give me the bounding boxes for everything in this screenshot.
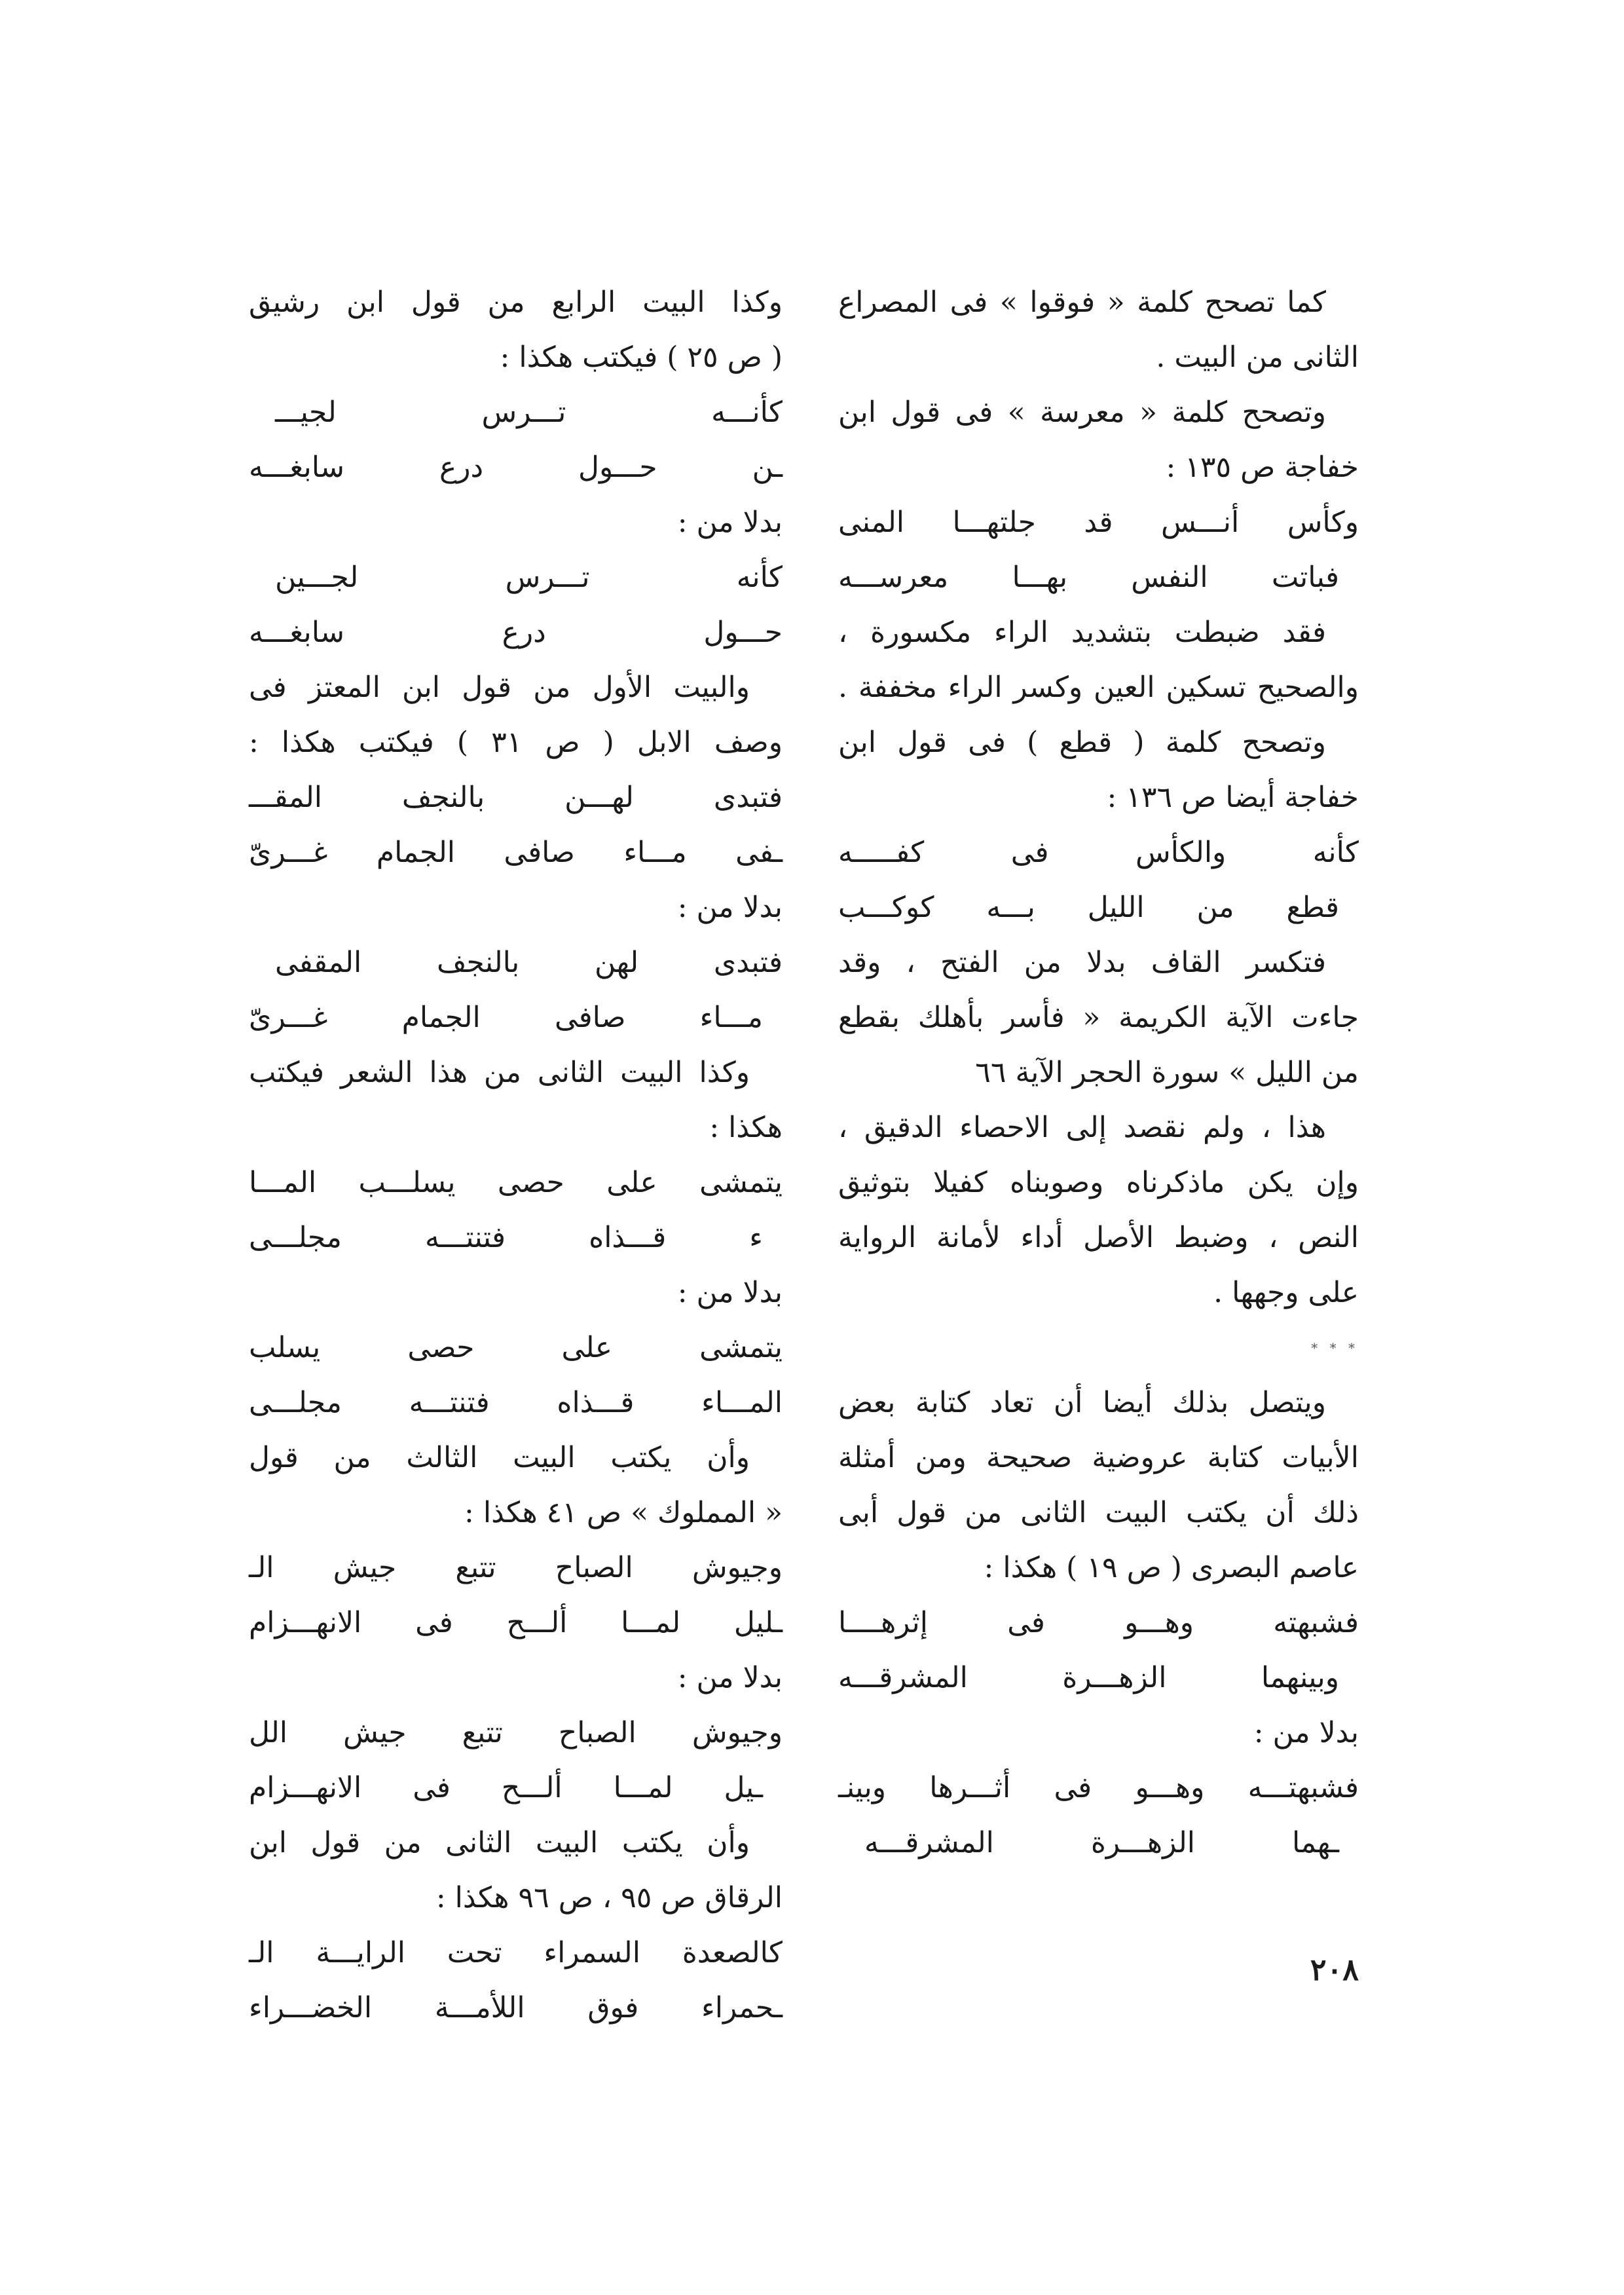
left-verse-line: وجيوش الصباح تتبع جيش الـ xyxy=(249,1551,783,1584)
right-text-line: والصحيح تسكين العين وكسر الراء مخففة . xyxy=(838,671,1359,704)
right-text-line: الثانى من البيت . xyxy=(1156,341,1359,374)
left-verse-line: ـن حـــول درع سابغـــه xyxy=(249,451,783,484)
left-text-line: وأن يكتب البيت الثانى من قول ابن xyxy=(249,1826,750,1859)
left-verse-line: ـليل لمـــا ألـــح فى الانهـــزام xyxy=(249,1606,783,1639)
left-verse-line: وجيوش الصباح تتبع جيش الل xyxy=(249,1716,783,1749)
right-text-line: فتكسر القاف بدلا من الفتح ، وقد xyxy=(838,946,1326,979)
left-verse-line: كأنـــه تـــرس لجيـــ xyxy=(275,396,783,429)
left-verse-line: ـفى مـــاء صافى الجمام غـــرىّ xyxy=(249,836,783,869)
right-text-line: وإن يكن ماذكرناه وصوبناه كفيلا بتوثيق xyxy=(838,1166,1359,1199)
right-verse-line: وبينهما الزهـــرة المشرقـــه xyxy=(838,1661,1339,1694)
right-text-column xyxy=(838,275,1359,1871)
right-text-line: الأبيات كتابة عروضية صحيحة ومن أمثلة xyxy=(838,1441,1359,1474)
right-text-line: من الليل » سورة الحجر الآية ٦٦ xyxy=(975,1056,1359,1089)
left-text-column xyxy=(249,275,783,2036)
right-text-line: هذا ، ولم نقصد إلى الاحصاء الدقيق ، xyxy=(838,1111,1326,1144)
left-text-line: وكذا البيت الرابع من قول ابن رشيق xyxy=(249,286,783,319)
right-text-line: ذلك أن يكتب البيت الثانى من قول أبى xyxy=(838,1496,1359,1529)
right-verse-line: فشبهته وهـــو فى إثرهــــا xyxy=(838,1606,1359,1639)
right-verse-line: وكأس أنـــس قد جلتهـــا المنى xyxy=(838,506,1359,539)
left-text-line: بدلا من : xyxy=(677,1276,783,1309)
right-verse-line: قطع من الليل بـــه كوكـــب xyxy=(838,891,1339,924)
right-verse-line: كأنه والكأس فى كفـــــه xyxy=(838,836,1359,869)
left-verse-line: يتمشى على حصى يسلب xyxy=(249,1331,783,1364)
left-verse-line: ء قـــذاه فتنتـــه مجلـــى xyxy=(249,1221,763,1254)
right-text-line: كما تصحح كلمة « فوقوا » فى المصراع xyxy=(838,286,1326,319)
left-verse-line: فتبدى لهن بالنجف المقفى xyxy=(275,946,783,979)
right-text-line: جاءت الآية الكريمة « فأسر بأهلك بقطع xyxy=(838,1001,1359,1034)
left-verse-line: فتبدى لهـــن بالنجف المقـــ xyxy=(249,781,783,814)
left-text-line: بدلا من : xyxy=(677,1661,783,1694)
left-text-line: بدلا من : xyxy=(677,506,783,539)
left-verse-line: حـــول درع سابغـــه xyxy=(249,616,783,649)
left-text-line: وكذا البيت الثانى من هذا الشعر فيكتب xyxy=(249,1056,750,1089)
left-verse-line: كأنه تـــرس لجـــين xyxy=(275,561,783,594)
left-text-line: وأن يكتب البيت الثالث من قول xyxy=(249,1441,750,1474)
right-text-line: ويتصل بذلك أيضا أن تعاد كتابة بعض xyxy=(838,1386,1326,1419)
left-verse-line: ـحمراء فوق اللأمـــة الخضـــراء xyxy=(249,1991,783,2024)
right-text-line: خفاجة ص ١٣٥ : xyxy=(1166,451,1359,484)
right-verse-line: فشبهتـــه وهـــو فى أثـــرها وبينـ xyxy=(838,1771,1359,1804)
left-text-line: والبيت الأول من قول ابن المعتز فى xyxy=(249,671,750,704)
left-text-line: وصف الابل ( ص ٣١ ) فيكتب هكذا : xyxy=(249,726,783,759)
left-text-line: بدلا من : xyxy=(677,891,783,924)
right-text-line: خفاجة أيضا ص ١٣٦ : xyxy=(1107,781,1359,814)
right-text-line: عاصم البصرى ( ص ١٩ ) هكذا : xyxy=(984,1551,1359,1584)
section-separator: * * * xyxy=(1311,1340,1359,1356)
right-text-line: وتصحح كلمة « معرسة » فى قول ابن xyxy=(838,396,1326,429)
left-verse-line: كالصعدة السمراء تحت الرايـــة الـ xyxy=(249,1936,783,1969)
left-verse-line: يتمشى على حصى يسلـــب المـــا xyxy=(249,1166,783,1199)
left-verse-line: ـيل لمـــا ألـــح فى الانهـــزام xyxy=(249,1771,763,1804)
left-text-line: هكذا : xyxy=(709,1111,783,1144)
right-text-line: بدلا من : xyxy=(1253,1716,1359,1749)
right-text-line: على وجهها . xyxy=(1213,1276,1359,1309)
left-text-line: « المملوك » ص ٤١ هكذا : xyxy=(464,1496,783,1529)
right-verse-line: فباتت النفس بهـــا معرســـه xyxy=(838,561,1339,594)
right-verse-line: ـهما الزهـــرة المشرقـــه xyxy=(864,1826,1339,1859)
left-verse-line: مـــاء صافى الجمام غـــرىّ xyxy=(249,1001,763,1034)
left-text-line: الرقاق ص ٩٥ ، ص ٩٦ هكذا : xyxy=(435,1881,783,1914)
page-number: ٢٠٨ xyxy=(1310,1952,1359,1987)
right-text-line: النص ، وضبط الأصل أداء لأمانة الرواية xyxy=(838,1221,1359,1254)
right-text-line: وتصحح كلمة ( قطع ) فى قول ابن xyxy=(838,726,1326,759)
left-verse-line: المـــاء قـــذاه فتنتـــه مجلـــى xyxy=(249,1386,783,1419)
left-text-line: ( ص ٢٥ ) فيكتب هكذا : xyxy=(500,341,783,374)
right-text-line: فقد ضبطت بتشديد الراء مكسورة ، xyxy=(838,616,1326,649)
